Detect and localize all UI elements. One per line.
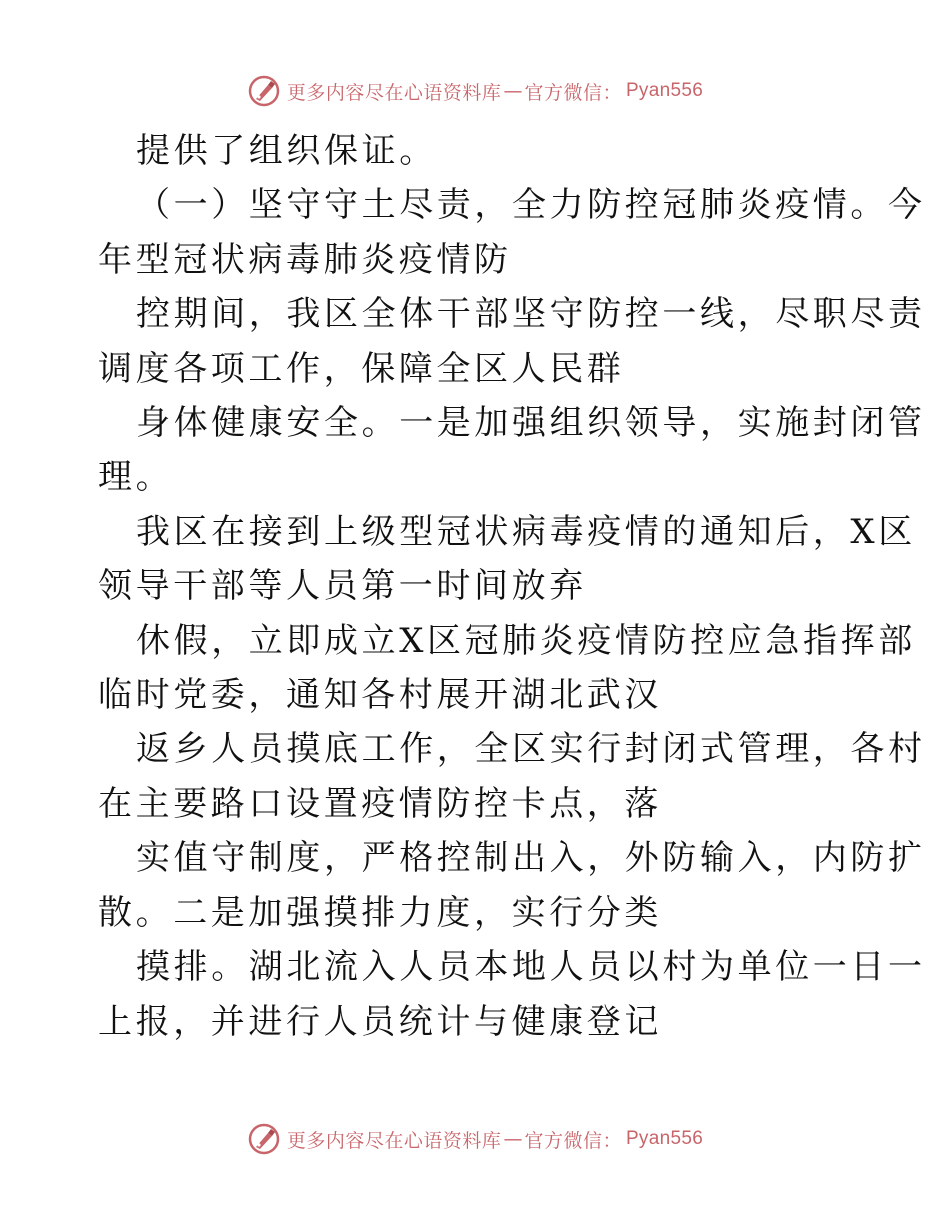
paragraph-line: 提供了组织保证。 [136,131,437,171]
paragraph-line: 控期间，我区全体干部坚守防控一线，尽职尽责 [136,294,926,335]
watermark-handle: Pyan556 [625,80,704,101]
watermark-text: 更多内容尽在心语资料库 [286,1129,502,1152]
pen-in-circle-logo-icon [247,74,281,108]
paragraph-line: 年型冠状病毒肺炎疫情防 [98,239,512,280]
document-body [98,124,926,1049]
paragraph-line: 摸排。湖北流入人员本地人员以村为单位一日一 [136,947,926,988]
paragraph-1 [98,124,858,178]
paragraph-7 [98,722,926,831]
paragraph-line: 在主要路口设置疫情防控卡点，落 [98,783,662,824]
watermark-footer [0,1122,950,1156]
pen-in-circle-logo-icon [247,1122,281,1156]
watermark-header [0,74,950,108]
paragraph-6 [98,614,916,723]
watermark-official: 官方微信： [524,81,622,104]
paragraph-line: 调度各项工作，保障全区人民群 [98,348,625,389]
paragraph-line: 临时党委，通知各村展开湖北武汉 [98,675,662,716]
watermark-text: 更多内容尽在心语资料库 [286,81,502,104]
paragraph-line: 领导干部等人员第一时间放弃 [98,566,587,607]
paragraph-5 [98,505,916,614]
paragraph-line: 我区在接到上级型冠状病毒疫情的通知后，X区 [136,511,916,552]
paragraph-line: 理。 [98,457,174,498]
paragraph-line: （一）坚守守土尽责，全力防控冠肺炎疫情。今 [136,185,926,226]
paragraph-line: 身体健康安全。一是加强组织领导，实施封闭管 [136,403,926,444]
paragraph-line: 上报，并进行人员统计与健康登记 [98,1001,662,1042]
paragraph-8 [98,831,926,940]
paragraph-9 [98,940,926,1049]
watermark-separator: — [503,80,523,102]
paragraph-2 [98,178,926,287]
paragraph-line: 返乡人员摸底工作，全区实行封闭式管理，各村 [136,729,926,770]
watermark-handle: Pyan556 [625,1128,704,1149]
watermark-separator: — [503,1128,523,1150]
watermark-official: 官方微信： [524,1129,622,1152]
paragraph-line: 休假，立即成立X区冠肺炎疫情防控应急指挥部 [136,620,916,661]
paragraph-4 [98,396,926,505]
paragraph-line: 散。二是加强摸排力度，实行分类 [98,892,662,933]
paragraph-line: 实值守制度，严格控制出入，外防输入，内防扩 [136,838,926,879]
paragraph-3 [98,287,926,396]
